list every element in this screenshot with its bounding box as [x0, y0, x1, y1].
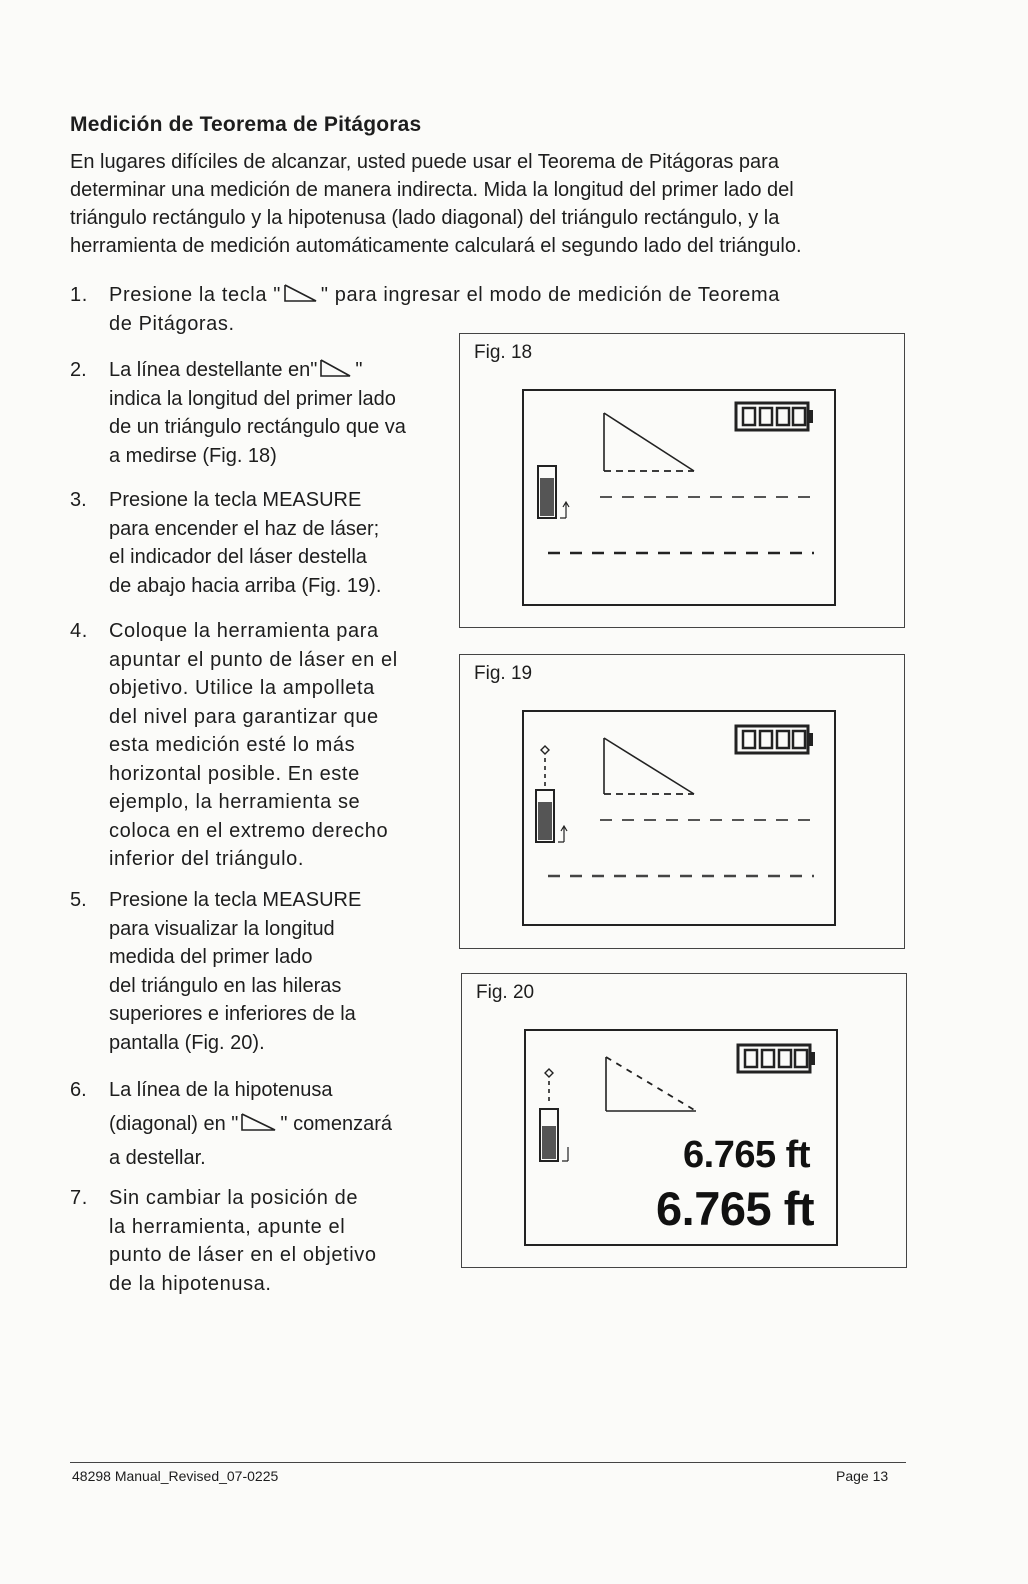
step-text: de abajo hacia arriba (Fig. 19). [109, 574, 382, 597]
step-text: a destellar. [109, 1147, 206, 1169]
step-number: 6. [70, 1079, 87, 1101]
figure-20 [461, 973, 907, 1268]
step-number: 3. [70, 489, 87, 511]
step-text: la herramienta, apunte el [109, 1215, 346, 1238]
figure-19 [459, 654, 905, 949]
footer-document-id: 48298 Manual_Revised_07-0225 [72, 1468, 279, 1484]
laser-indicator-icon [541, 746, 549, 786]
step-number: 1. [70, 284, 88, 306]
step-text: medida del primer lado [109, 946, 313, 968]
device-reference-icon [536, 790, 567, 842]
step-text: ejemplo, la herramienta se [109, 791, 361, 813]
step-text: " para ingresar el modo de medición de Teorema [320, 284, 780, 306]
step-text: coloca en el extremo derecho [109, 819, 389, 842]
battery-icon [736, 726, 813, 753]
step-text: de Pitágoras. [109, 312, 235, 335]
intro-line: determinar una medición de manera indirecta. Mida la longitud del primer lado del [70, 179, 794, 201]
step-text: La línea destellante en" [109, 359, 318, 381]
lcd-screen [524, 1029, 838, 1246]
step-text: indica la longitud del primer lado [109, 387, 396, 410]
intro-line: triángulo rectángulo y la hipotenusa (lado diagonal) del triángulo rectángulo, y la [70, 207, 780, 229]
step-text: Sin cambiar la posición de [109, 1187, 359, 1209]
step-text: Presione la tecla MEASURE [109, 489, 362, 511]
intro-line: En lugares difíciles de alcanzar, usted puede usar el Teorema de Pitágoras para [70, 151, 779, 173]
pythagoras-key-icon [239, 1112, 279, 1132]
step-text: a medirse (Fig. 18) [109, 444, 277, 467]
step-number: 4. [70, 620, 88, 642]
step-text: " [355, 359, 363, 381]
step-text: punto de láser en el objetivo [109, 1244, 377, 1266]
section-title: Medición de Teorema de Pitágoras [70, 113, 422, 136]
top-row-reading: 6.765 ft [683, 1134, 810, 1176]
lcd-screen [522, 389, 836, 606]
laser-indicator-icon [545, 1069, 553, 1105]
step-text: para visualizar la longitud [109, 917, 335, 940]
footer-divider [70, 1462, 906, 1463]
figure-label: Fig. 18 [474, 342, 533, 363]
triangle-icon [606, 1057, 696, 1111]
step-text: esta medición esté lo más [109, 734, 356, 756]
step-text: para encender el haz de láser; [109, 517, 380, 540]
step-text: " comenzará [280, 1113, 392, 1135]
figure-18 [459, 333, 905, 628]
step-text: Presione la tecla MEASURE [109, 889, 362, 911]
step-text: superiores e inferiores de la [109, 1003, 356, 1025]
step-text: inferior del triángulo. [109, 848, 305, 870]
step-number: 7. [70, 1187, 88, 1209]
step-text: objetivo. Utilice la ampolleta [109, 677, 375, 699]
battery-icon [736, 403, 813, 430]
step-text: de un triángulo rectángulo que va [109, 416, 406, 438]
step-text: La línea de la hipotenusa [109, 1079, 333, 1101]
step-text: el indicador del láser destella [109, 546, 367, 568]
device-reference-icon [538, 466, 569, 518]
step-text: Presione la tecla " [109, 284, 281, 306]
lcd-diagram [524, 391, 834, 604]
figure-label: Fig. 20 [476, 982, 535, 1003]
step-number: 2. [70, 359, 87, 381]
step-text: de la hipotenusa. [109, 1272, 272, 1295]
step-text: (diagonal) en " [109, 1113, 239, 1135]
step-text: horizontal posible. En este [109, 762, 360, 785]
pythagoras-key-icon [282, 283, 320, 303]
step-text: apuntar el punto de láser en el [109, 648, 398, 671]
step-number: 5. [70, 889, 87, 911]
page-number: Page 13 [836, 1468, 889, 1484]
bottom-row-reading: 6.765 ft [656, 1182, 814, 1235]
step-text: del nivel para garantizar que [109, 705, 379, 728]
step-text: del triángulo en las hileras [109, 974, 342, 997]
intro-line: herramienta de medición automáticamente calculará el segundo lado del triángulo. [70, 235, 802, 257]
lcd-screen [522, 710, 836, 926]
pythagoras-key-icon [318, 358, 354, 378]
figure-label: Fig. 19 [474, 663, 533, 684]
step-text: Coloque la herramienta para [109, 620, 379, 642]
step-text: pantalla (Fig. 20). [109, 1031, 265, 1054]
triangle-icon [604, 738, 694, 794]
lcd-diagram [524, 712, 834, 924]
intro-paragraph [70, 148, 920, 260]
triangle-icon [604, 413, 694, 471]
battery-icon [738, 1045, 815, 1072]
device-reference-icon [540, 1109, 568, 1161]
